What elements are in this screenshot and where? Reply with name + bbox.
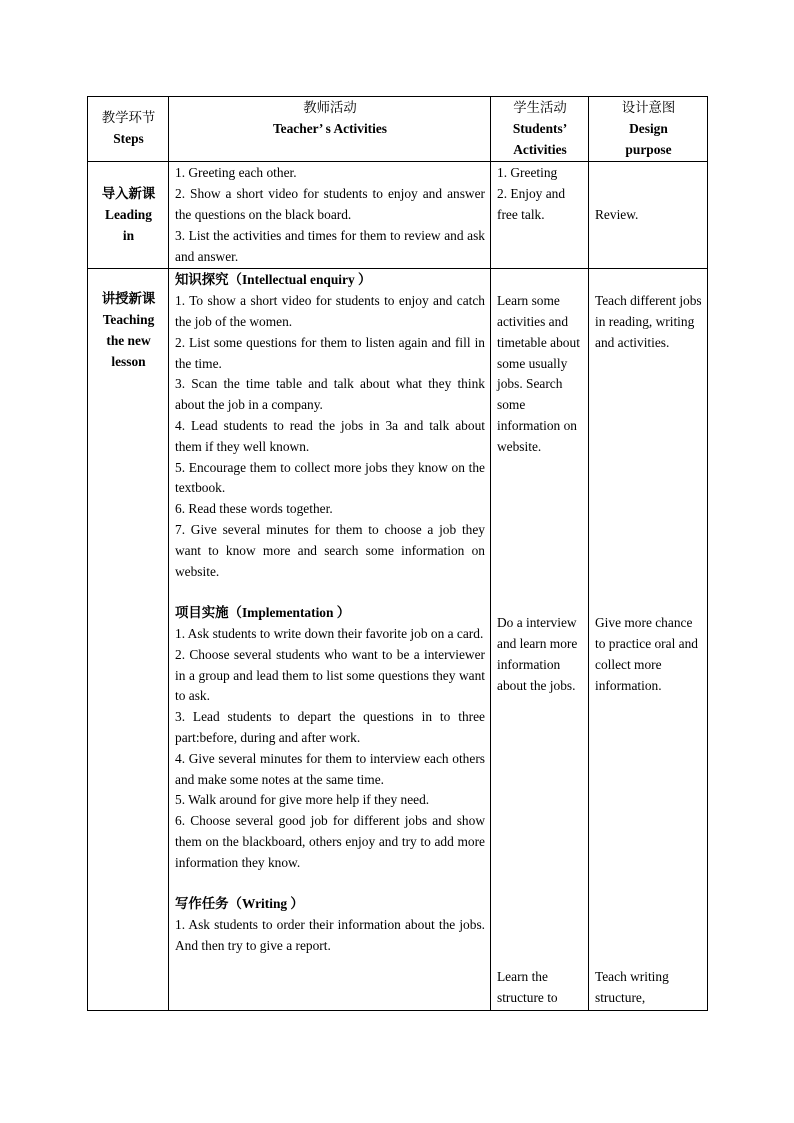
section-title-intellectual-enquiry: 知识探究（Intellectual enquiry ） <box>175 272 372 288</box>
teaching-teacher-activities: 知识探究（Intellectual enquiry ） 1. To show a short video for students to enjoy and catch the job of the women. 2. List some questions for them to listen again and fill in the time. 3. Scan the time table and talk about what they think about the job in a company. 4. Lead students to read the jobs in 3a and talk about them if they well known. 5. Encourage them to collect more jobs they know on the textbook. 6. Read these words together. 7. Give several minutes for them to choose a job they want to know more and search some information on website. 项目实施（Implementation ） 1. Ask students to write down their favorite job on a card. 2. Choose several students who want to be a interviewer in a group and lead them to list some questions they want to ask. 3. Lead students to depart the questions in to three part:before, during and after work. 4. Give several minutes for them to interview each others and make some notes at the same time. 5. Walk around for give more help if they need. 6. Choose several good job for different jobs and show them on the blackboard, others enjoy and try to add more information they know. 写作任务（Writing ） 1. Ask students to order their information about the jobs. And then try to give a report. <box>169 269 491 1010</box>
header-students-activities: 学生活动 Students’ Activities <box>491 97 589 162</box>
section-title-implementation: 项目实施（Implementation ） <box>175 605 351 621</box>
step-leading-in: 导入新课 Leading in <box>88 162 169 269</box>
leading-in-purpose: Review. <box>589 162 708 269</box>
leading-in-row <box>88 162 708 269</box>
teaching-design-purpose: Teach different jobs in reading, writing and activities. Give more chance to practice oral and collect more information. Teach writing structure, <box>589 269 708 1010</box>
header-design-purpose: 设计意图 Design purpose <box>589 97 708 162</box>
teaching-students-activities: Learn some activities and timetable about some usually jobs. Search some information on website. Do a interview and learn more information about the jobs. Learn the structure to <box>491 269 589 1010</box>
leading-in-teacher: 1. Greeting each other. 2. Show a short video for students to enjoy and answer the questions on the black board. 3. List the activities and times for them to review and ask and answer. <box>169 162 491 269</box>
step-teaching-new-lesson: 讲授新课 Teaching the new lesson <box>88 269 169 1010</box>
leading-in-students: 1. Greeting 2. Enjoy and free talk. <box>491 162 589 269</box>
teaching-new-lesson-row <box>88 269 708 1010</box>
header-teacher-activities: 教师活动 Teacher’ s Activities <box>169 97 491 162</box>
section-title-writing: 写作任务（Writing ） <box>175 896 304 912</box>
lesson-plan-table <box>87 96 708 1011</box>
header-row <box>88 97 708 162</box>
header-steps: 教学环节 Steps <box>88 97 169 162</box>
